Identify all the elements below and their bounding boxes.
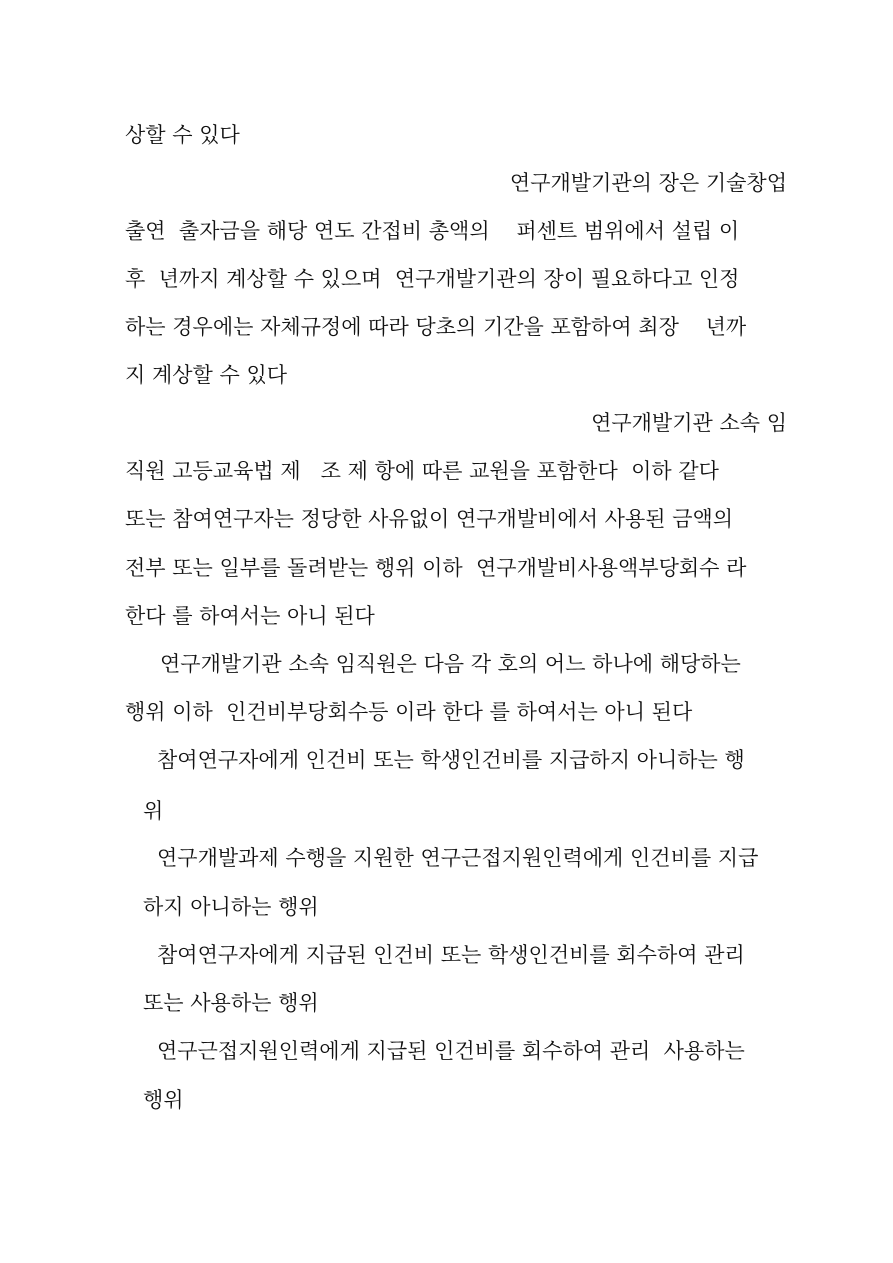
list-item: 연구개발과제 수행을 지원한 연구근접지원인력에게 인건비를 지급	[157, 846, 759, 870]
text-line: 하는 경우에는 자체규정에 따라 당초의 기간을 포함하여 최장 년까	[125, 315, 747, 339]
text-line: 또는 참여연구자는 정당한 사유없이 연구개발비에서 사용된 금액의	[125, 507, 734, 531]
list-item-continuation: 하지 아니하는 행위	[143, 895, 319, 919]
text-line: 연구개발기관의 장은 기술창업	[509, 171, 787, 195]
text-line: 연구개발기관 소속 임직원은 다음 각 호의 어느 하나에 해당하는	[160, 652, 741, 676]
text-line: 직원 고등교육법 제 조 제 항에 따른 교원을 포함한다 이하 같다	[125, 459, 719, 483]
list-item-continuation: 위	[143, 799, 164, 823]
list-item: 연구근접지원인력에게 지급된 인건비를 회수하여 관리 사용하는	[157, 1039, 745, 1063]
list-item: 참여연구자에게 인건비 또는 학생인건비를 지급하지 아니하는 행	[157, 748, 745, 772]
text-line: 후 년까지 계상할 수 있으며 연구개발기관의 장이 필요하다고 인정	[125, 267, 740, 291]
text-line: 한다 를 하여서는 아니 된다	[125, 604, 375, 628]
text-line: 전부 또는 일부를 돌려받는 행위 이하 연구개발비사용액부당회수 라	[125, 556, 747, 580]
text-line: 행위 이하 인건비부당회수등 이라 한다 를 하여서는 아니 된다	[125, 700, 693, 724]
list-item-continuation: 행위	[143, 1088, 184, 1112]
text-line: 연구개발기관 소속 임	[591, 411, 787, 435]
list-item: 참여연구자에게 지급된 인건비 또는 학생인건비를 회수하여 관리	[157, 943, 745, 967]
text-line: 출연 출자금을 해당 연도 간접비 총액의 퍼센트 범위에서 설립 이	[125, 219, 740, 243]
text-line: 상할 수 있다	[125, 123, 240, 147]
text-line: 지 계상할 수 있다	[125, 363, 288, 387]
list-item-continuation: 또는 사용하는 행위	[143, 991, 319, 1015]
